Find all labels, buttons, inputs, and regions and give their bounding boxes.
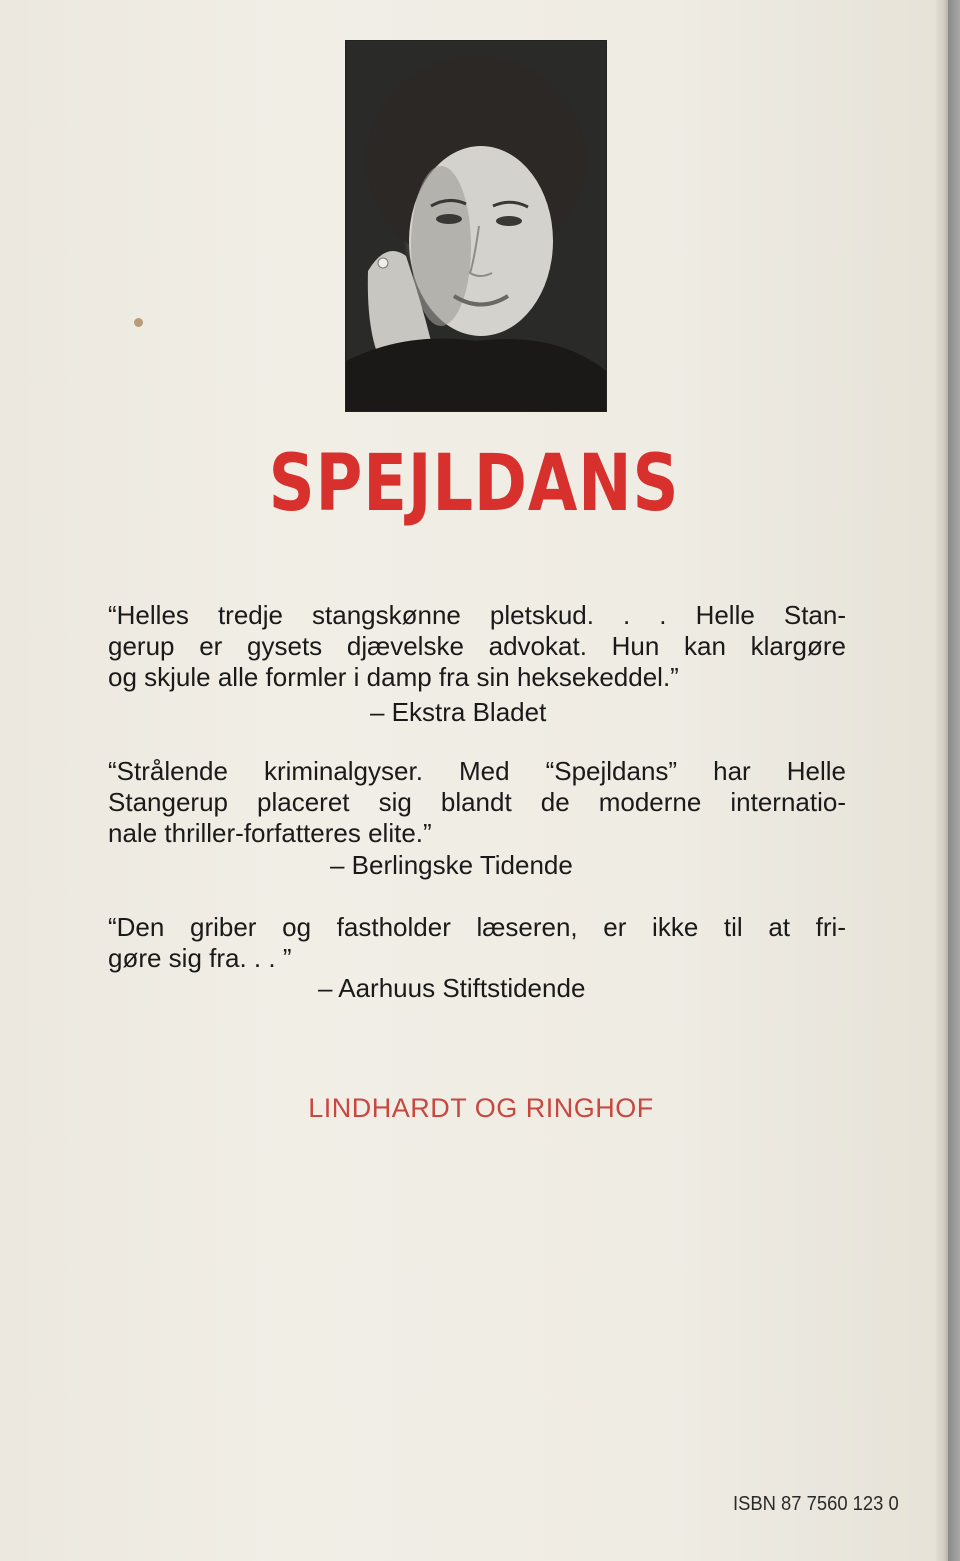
- quote-line: Stangerup placeret sig blandt de moderne internatio-: [108, 787, 846, 817]
- publisher-name: LINDHARDT OG RINGHOF: [308, 1093, 654, 1123]
- quote-line: og skjule alle formler i damp fra sin heksekeddel.”: [108, 662, 679, 692]
- quote-line: nale thriller-forfatteres elite.”: [108, 818, 432, 848]
- quote-line: “Helles tredje stangskønne pletskud. . . Helle Stan-: [108, 600, 846, 630]
- book-title: SPEJLDANS: [268, 439, 680, 529]
- author-photo: [345, 40, 607, 412]
- quote-line: “Den griber og fastholder læseren, er ikke til at fri-: [108, 912, 846, 942]
- review-quote-2: [108, 756, 846, 849]
- quote-line: “Strålende kriminalgyser. Med “Spejldans” har Helle: [108, 756, 846, 786]
- cover-edge: [936, 0, 948, 1561]
- paper-stain: [134, 318, 143, 327]
- quote-line: gøre sig fra. . . ”: [108, 943, 292, 973]
- review-quote-1: [108, 600, 846, 693]
- background-surface: [948, 0, 960, 1561]
- quote-line: gerup er gysets djævelske advokat. Hun kan klargøre: [108, 631, 846, 661]
- review-quote-3: [108, 912, 846, 974]
- review-source-1: – Ekstra Bladet: [370, 697, 547, 727]
- review-source-3: – Aarhuus Stiftstidende: [318, 973, 586, 1003]
- review-source-2: – Berlingske Tidende: [330, 850, 573, 880]
- isbn-number: ISBN 87 7560 123 0: [733, 1493, 899, 1515]
